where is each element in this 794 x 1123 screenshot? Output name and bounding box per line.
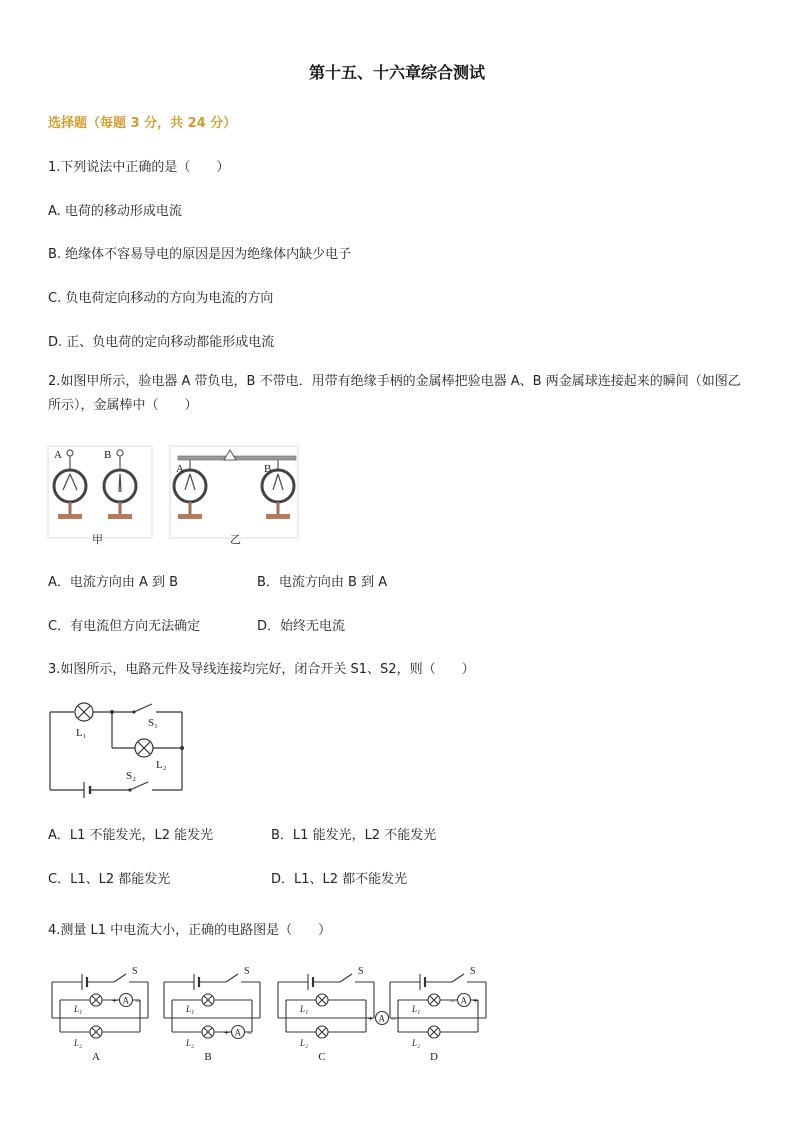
q3-option-d: D．L1、L2 都不能发光 xyxy=(271,872,408,887)
label-l1: L₁ xyxy=(76,727,87,739)
circuit-option-a xyxy=(52,966,148,1063)
q2-figure-electroscopes xyxy=(48,446,308,546)
label-b-yi: B xyxy=(264,463,272,475)
label-yi: 乙 xyxy=(230,534,241,546)
page-title: 第十五、十六章综合测试 xyxy=(308,63,485,82)
option-label: D xyxy=(430,1051,438,1063)
minus-sign: − xyxy=(391,1014,397,1024)
option-label: B xyxy=(204,1051,212,1063)
label-a-yi: A xyxy=(176,463,184,475)
label-b-jia: B xyxy=(104,449,112,461)
svg-text:A: A xyxy=(378,1013,385,1024)
label-s2: S₂ xyxy=(126,770,136,782)
circuit-option-d xyxy=(390,966,486,1063)
q1-option-b: B. 绝缘体不容易导电的原因是因为绝缘体内缺少电子 xyxy=(48,247,352,262)
label-l2: L₂ xyxy=(300,1038,309,1048)
q3-option-c: C．L1、L2 都能发光 xyxy=(48,872,171,887)
q2-option-c: C．有电流但方向无法确定 xyxy=(48,619,201,634)
ammeter-icon xyxy=(120,994,133,1007)
ammeter-icon xyxy=(458,994,471,1007)
option-label: A xyxy=(92,1051,100,1063)
q4-stem: 4.测量 L1 中电流大小，正确的电路图是（ ） xyxy=(48,923,332,938)
svg-text:A: A xyxy=(234,1027,241,1038)
svg-text:A: A xyxy=(122,995,129,1006)
plus-sign: + xyxy=(112,996,118,1006)
label-l2: L₂ xyxy=(412,1038,421,1048)
label-l2: L₂ xyxy=(74,1038,83,1048)
label-l1: L₁ xyxy=(186,1004,195,1014)
label-l1: L₁ xyxy=(412,1004,421,1014)
q3-option-b: B．L1 能发光，L2 不能发光 xyxy=(271,828,437,843)
plus-sign: + xyxy=(368,1014,374,1024)
q2-option-d: D．始终无电流 xyxy=(257,619,346,634)
minus-sign: − xyxy=(247,1028,253,1038)
q3-stem: 3.如图所示，电路元件及导线连接均完好，闭合开关 S1、S2，则（ ） xyxy=(48,662,475,677)
q2-option-b: B．电流方向由 B 到 A xyxy=(257,575,388,590)
minus-sign: − xyxy=(135,996,141,1006)
label-l1: L₁ xyxy=(300,1004,309,1014)
label-l2: L₂ xyxy=(186,1038,195,1048)
label-jia: 甲 xyxy=(92,534,103,546)
label-switch: S xyxy=(470,966,476,977)
label-switch: S xyxy=(358,966,364,977)
minus-sign: − xyxy=(450,996,456,1006)
q4-circuit-options xyxy=(48,960,498,1070)
plus-sign: + xyxy=(473,996,479,1006)
ammeter-icon xyxy=(376,1012,389,1025)
label-switch: S xyxy=(244,966,250,977)
q1-stem: 1.下列说法中正确的是（ ） xyxy=(48,160,230,175)
ammeter-icon xyxy=(232,1026,245,1039)
circuit-option-c xyxy=(278,966,396,1063)
label-a-jia: A xyxy=(54,449,62,461)
label-l2: L₂ xyxy=(156,759,167,771)
section-heading: 选择题（每题 3 分，共 24 分） xyxy=(48,116,237,131)
q1-option-c: C. 负电荷定向移动的方向为电流的方向 xyxy=(48,291,274,306)
svg-text:A: A xyxy=(460,995,467,1006)
circuit-option-b xyxy=(164,966,260,1063)
q3-option-a: A．L1 不能发光，L2 能发光 xyxy=(48,828,214,843)
label-l1: L₁ xyxy=(74,1004,83,1014)
label-s1: S₁ xyxy=(148,717,158,729)
option-label: C xyxy=(318,1051,326,1063)
q2-option-a: A．电流方向由 A 到 B xyxy=(48,575,179,590)
plus-sign: + xyxy=(224,1028,230,1038)
q1-option-d: D. 正、负电荷的定向移动都能形成电流 xyxy=(48,335,275,350)
q1-option-a: A. 电荷的移动形成电流 xyxy=(48,204,182,219)
q3-circuit-diagram xyxy=(48,700,198,800)
label-switch: S xyxy=(132,966,138,977)
q2-stem: 2.如图甲所示，验电器 A 带负电，B 不带电．用带有绝缘手柄的金属棒把验电器 A、B 两金属球连接起来的瞬间（如图乙所示），金属棒中（ ） xyxy=(48,374,741,413)
